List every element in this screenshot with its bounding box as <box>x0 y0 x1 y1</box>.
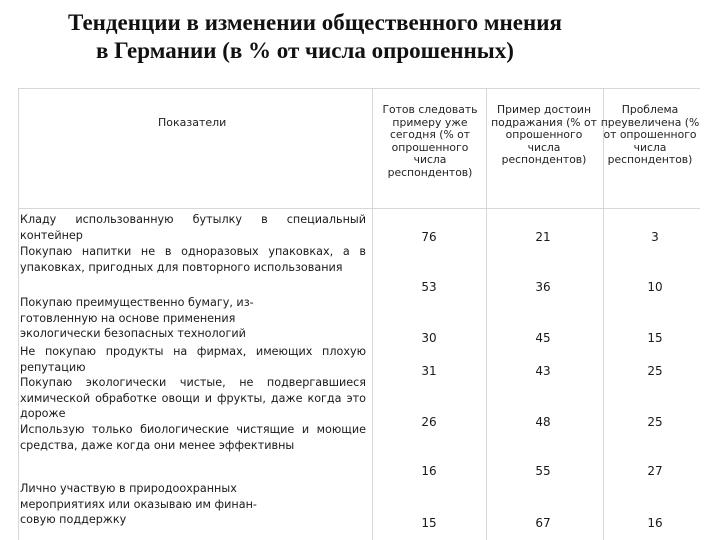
table-border-top <box>18 88 700 89</box>
cell-r4-c1: 31 <box>421 364 437 378</box>
cell-r5-c3: 25 <box>647 415 663 429</box>
header-indicator: Показатели <box>158 116 227 129</box>
cell-r7-c3: 16 <box>647 516 663 530</box>
row-label-6: Использую только биологические чистящие и моющие средства, даже когда они менее эффективны <box>20 423 366 452</box>
row-label-5: Покупаю экологически чистые, не подвергавшиеся химической обработке овощи и фрукты, даже когда это дороже <box>20 376 366 420</box>
header-divider <box>18 208 700 209</box>
header-col-ready: Готов следовать примеру уже сегодня (% от опрошенного числа респондентов) <box>382 103 478 179</box>
cell-r4-c3: 25 <box>647 364 663 378</box>
row-label-4: Не покупаю продукты на фирмах, имеющих плохую репутацию <box>20 345 366 374</box>
cell-r6-c1: 16 <box>421 464 437 478</box>
cell-r2-c1: 53 <box>421 280 437 294</box>
cell-r6-c2: 55 <box>535 464 551 478</box>
row-label-3: Покупаю преимущественно бумагу, из-готовленную на основе применения экологически безопасных технологий <box>20 296 254 340</box>
header-col-example: Пример достоин подражания (% от опрошенного числа респондентов) <box>491 103 597 167</box>
cell-r1-c1: 76 <box>421 230 437 244</box>
header-col-exaggerated: Проблема преувеличена (% от опрошенного числа респондентов) <box>600 103 700 167</box>
cell-r3-c2: 45 <box>535 331 551 345</box>
cell-r4-c2: 43 <box>535 364 551 378</box>
title-line-2: в Германии (в % от числа опрошенных) <box>96 38 514 63</box>
cell-r2-c3: 10 <box>647 280 663 294</box>
row-label-2: Покупаю напитки не в одноразовых упаковках, а в упаковках, пригодных для повторного использования <box>20 245 366 274</box>
cell-r3-c1: 30 <box>421 331 437 345</box>
title-line-1: Тенденции в изменении общественного мнения <box>68 10 562 35</box>
cell-r5-c2: 48 <box>535 415 551 429</box>
cell-r1-c3: 3 <box>651 230 659 244</box>
opinion-table <box>18 88 700 540</box>
cell-r1-c2: 21 <box>535 230 551 244</box>
cell-r7-c1: 15 <box>421 516 437 530</box>
row-label-1: Кладу использованную бутылку в специальный контейнер <box>20 213 366 242</box>
table-divider-2 <box>486 88 487 540</box>
cell-r3-c3: 15 <box>647 331 663 345</box>
cell-r7-c2: 67 <box>535 516 551 530</box>
table-border-left <box>18 88 19 540</box>
cell-r2-c2: 36 <box>535 280 551 294</box>
cell-r5-c1: 26 <box>421 415 437 429</box>
cell-r6-c3: 27 <box>647 464 663 478</box>
table-divider-1 <box>372 88 373 540</box>
row-label-7: Лично участвую в природоохранных мероприятиях или оказываю им финан-совую поддержку <box>20 482 257 526</box>
